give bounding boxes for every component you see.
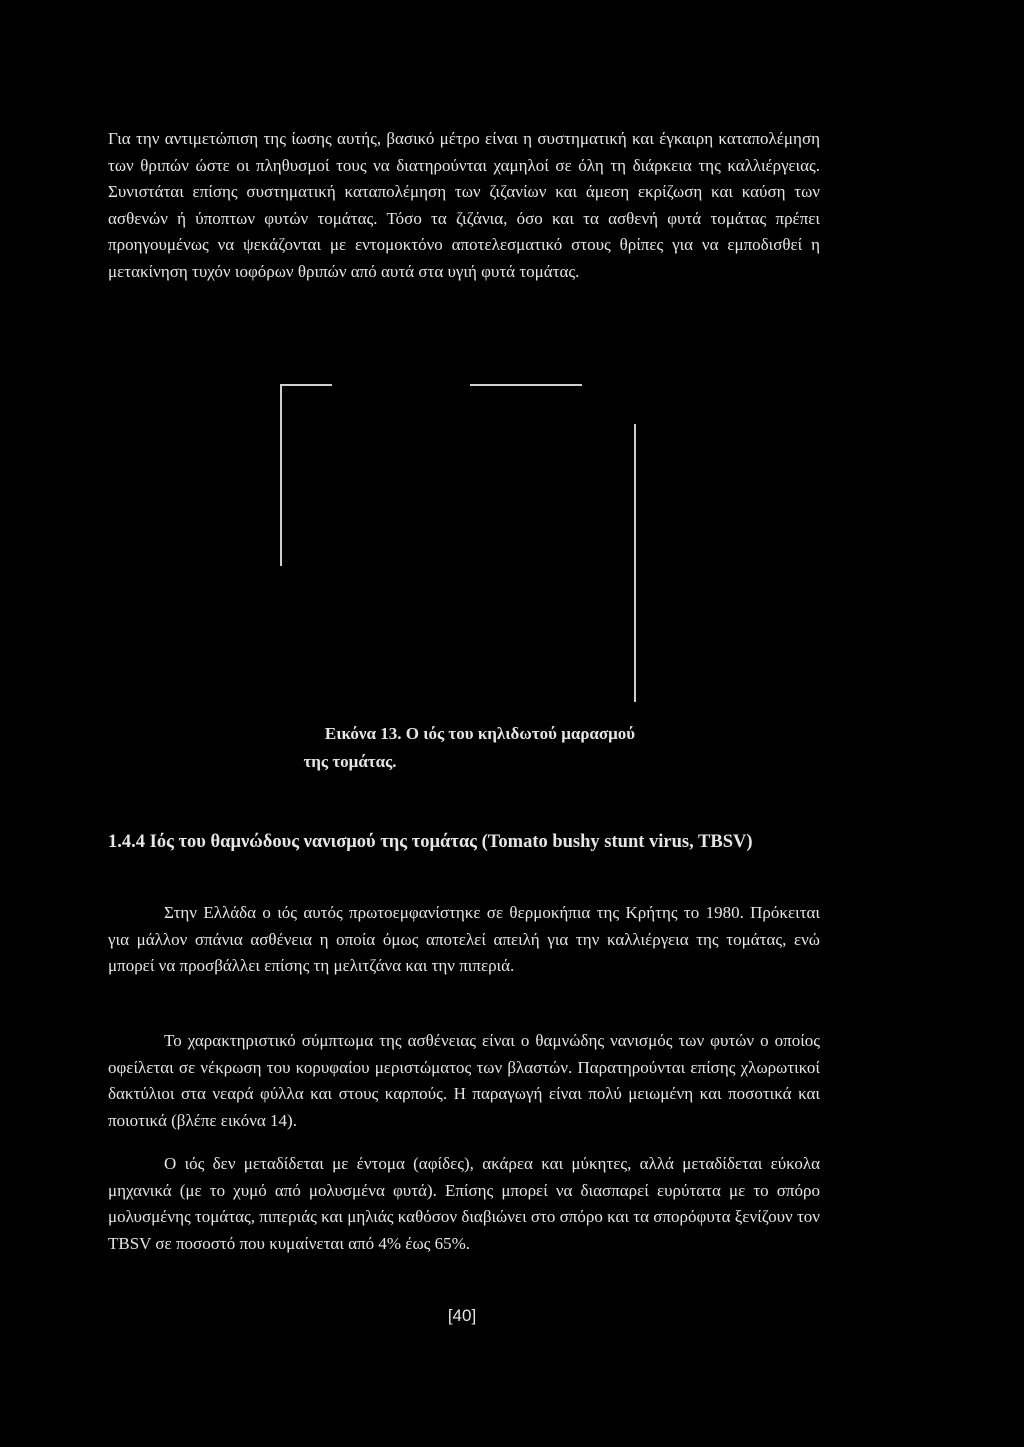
figure-frame-line [470, 384, 582, 386]
section-heading-tbsv: 1.4.4 Ιός του θαμνώδους νανισμού της τομάτας (Tomato bushy stunt virus, TBSV) [108, 832, 753, 852]
paragraph-tbsv-intro: Στην Ελλάδα ο ιός αυτός πρωτοεμφανίστηκε σε θερμοκήπια της Κρήτης το 1980. Πρόκειται για μάλλον σπάνια ασθένεια η οποία όμως αποτελεί απειλή για την καλλιέργεια της τομάτας, ενώ μπορεί να προσβάλλει επίσης τη μελιτζάνα και την πιπεριά. [108, 903, 820, 976]
paragraph-thrips-control: Για την αντιμετώπιση της ίωσης αυτής, βασικό μέτρο είναι η συστηματική και έγκαιρη καταπολέμηση των θριπών ώστε οι πληθυσμοί τους να διατηρούνται χαμηλοί σε όλη τη διάρκεια της καλλιέργειας. Συνιστάται επίσης συστηματική καταπολέμηση των ζιζανίων και άμεση εκρίζωση και καύση των ασθενών ή ύποπτων φυτών τομάτας. Τόσο τα ζιζάνια, όσο και τα ασθενή φυτά τομάτας πρέπει προηγουμένως να ψεκάζονται με εντομοκτόνο αποτελεσματικό στους θρίπες για να εμποδισθεί η μετακίνηση τυχόν ιοφόρων θριπών από αυτά στα υγιή φυτά τομάτας. [108, 129, 820, 281]
paragraph-tbsv-symptoms: Το χαρακτηριστικό σύμπτωμα της ασθένειας είναι ο θαμνώδης νανισμός των φυτών ο οποίος οφείλεται σε νέκρωση του κορυφαίου μεριστώματος των βλαστών. Παρατηρούνται επίσης χλωρωτικοί δακτύλιοι στα νεαρά φύλλα και στους καρπούς. Η παραγωγή είναι πολύ μειωμένη και ποσοτικά και ποιοτικά (βλέπε εικόνα 14). [108, 1031, 820, 1130]
paragraph-tbsv-transmission: Ο ιός δεν μεταδίδεται με έντομα (αφίδες), ακάρεα και μύκητες, αλλά μεταδίδεται εύκολα μηχανικά (με το χυμό από μολυσμένα φυτά). Επίσης μπορεί να διασπαρεί ευρύτατα με το σπόρο μολυσμένης τομάτας, πιπεριάς και μηλιάς καθόσον διαβιώνει στο σπόρο και τα σπορόφυτα ξενίζουν τον TBSV σε ποσοστό που κυμαίνεται από 4% έως 65%. [108, 1154, 820, 1253]
figure-caption-continued: της τομάτας. [303, 752, 397, 771]
figure-frame-line [282, 384, 332, 386]
figure-frame-line [634, 424, 636, 702]
figure-13-frame [280, 384, 640, 704]
page-number: [40] [447, 1306, 477, 1325]
figure-caption: Εικόνα 13. Ο ιός του κηλιδωτού μαρασμού [324, 724, 636, 743]
figure-frame-line [280, 384, 282, 566]
